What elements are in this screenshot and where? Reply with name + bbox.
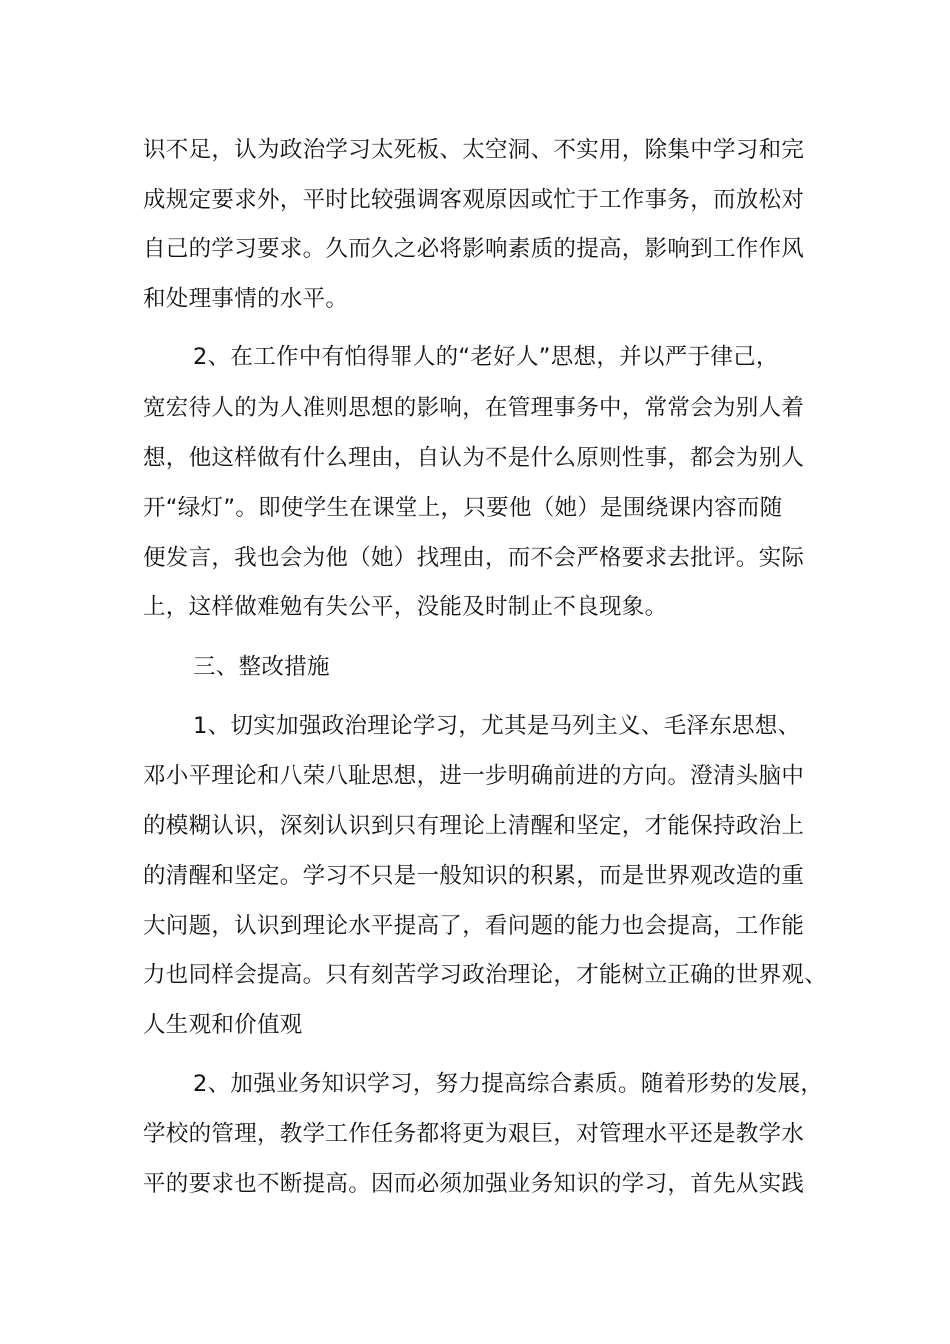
paragraph-1-line-2: 成规定要求外，平时比较强调客观原因或忙于工作事务，而放松对: [143, 187, 805, 213]
paragraph-2-line-5: 便发言，我也会为他（她）找理由，而不会严格要求去批评。实际: [143, 545, 805, 571]
paragraph-2-line-4: 开“绿灯”。即使学生在课堂上，只要他（她）是围绕课内容而随: [143, 495, 783, 521]
paragraph-3-line-2: 邓小平理论和八荣八耻思想，进一步明确前进的方向。澄清头脑中: [143, 763, 805, 789]
paragraph-3-line-3: 的模糊认识，深刻认识到只有理论上清醒和坚定，才能保持政治上: [143, 813, 805, 839]
paragraph-2-line-2: 宽宏待人的为人准则思想的影响，在管理事务中，常常会为别人着: [143, 395, 805, 421]
paragraph-2-line-1: 2、在工作中有怕得罪人的“老好人”思想，并以严于律己，: [193, 344, 779, 370]
paragraph-4-line-3: 平的要求也不断提高。因而必须加强业务知识的学习，首先从实践: [143, 1171, 805, 1197]
paragraph-3-line-4: 的清醒和坚定。学习不只是一般知识的积累，而是世界观改造的重: [143, 863, 805, 889]
paragraph-3-line-6: 力也同样会提高。只有刻苦学习政治理论，才能树立正确的世界观、: [143, 962, 828, 988]
paragraph-1-line-3: 自己的学习要求。久而久之必将影响素质的提高，影响到工作作风: [143, 236, 805, 262]
paragraph-1-line-4: 和处理事情的水平。: [143, 286, 349, 312]
paragraph-3-line-7: 人生观和价值观: [143, 1012, 303, 1038]
paragraph-3-line-5: 大问题，认识到理论水平提高了，看问题的能力也会提高，工作能: [143, 913, 805, 939]
paragraph-4-line-2: 学校的管理，教学工作任务都将更为艰巨，对管理水平还是教学水: [143, 1121, 805, 1147]
paragraph-3-line-1: 1、切实加强政治理论学习，尤其是马列主义、毛泽东思想、: [193, 713, 801, 739]
section-heading: 三、整改措施: [193, 654, 330, 680]
paragraph-4-line-1: 2、加强业务知识学习，努力提高综合素质。随着形势的发展，: [193, 1071, 824, 1097]
paragraph-2-line-6: 上，这样做难勉有失公平，没能及时制止不良现象。: [143, 594, 668, 620]
paragraph-1-line-1: 识不足，认为政治学习太死板、太空洞、不实用，除集中学习和完: [143, 137, 805, 163]
paragraph-2-line-3: 想，他这样做有什么理由，自认为不是什么原则性事，都会为别人: [143, 445, 805, 471]
